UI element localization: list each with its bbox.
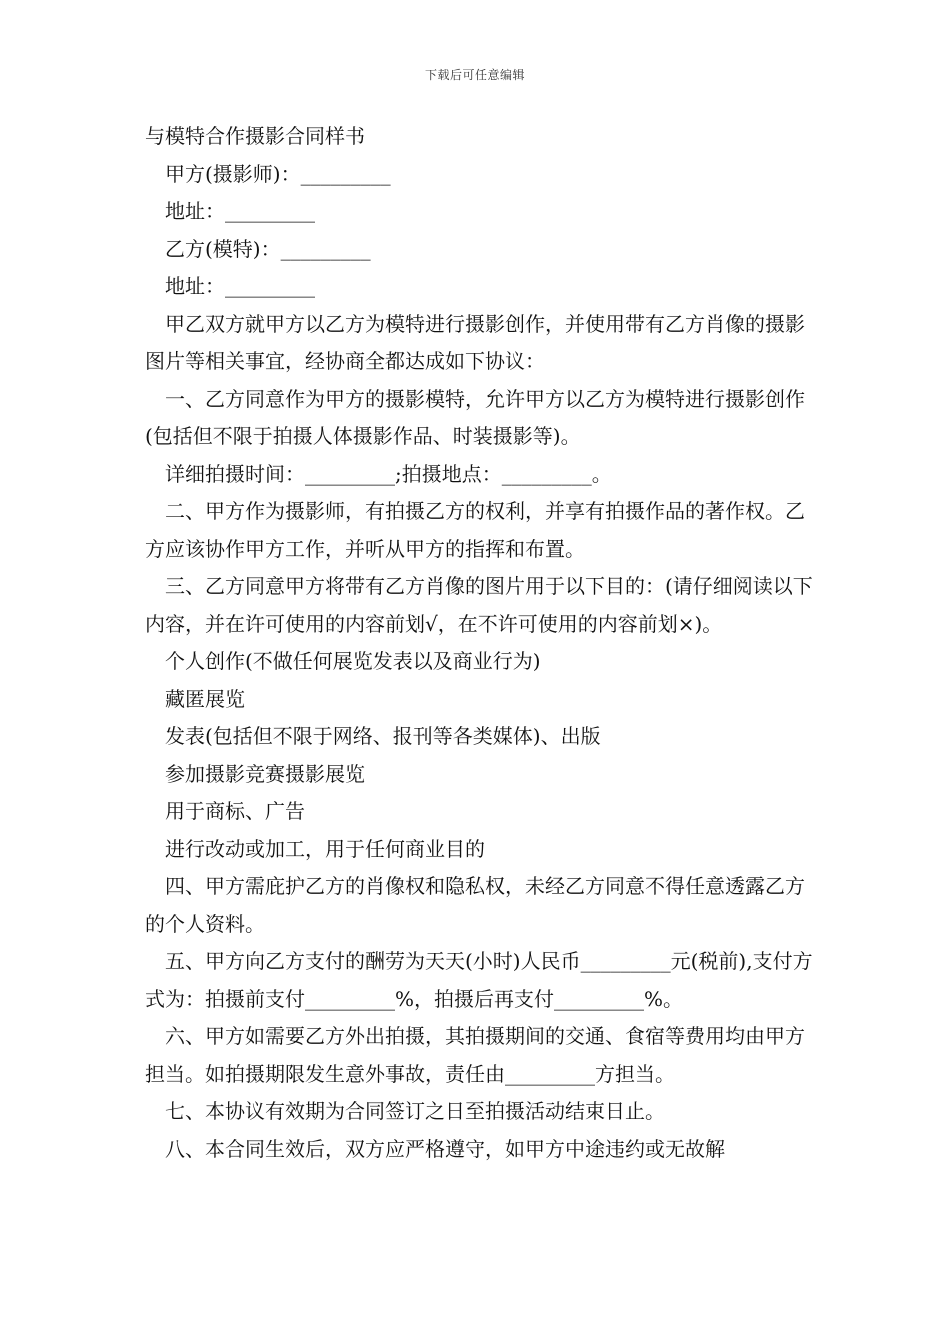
use-item: 进行改动或加工，用于任何商业目的: [165, 836, 485, 861]
document-body: [145, 118, 813, 1168]
use-item: 发表(包括但不限于网络、报刊等各类媒体)、出版: [165, 724, 601, 748]
clause-1-detail: 详细拍摄时间：_________;拍摄地点：_________。: [165, 461, 612, 486]
address-a-line: 地址：_________: [165, 199, 315, 223]
clause-3: 三、乙方同意甲方将带有乙方肖像的图片用于以下目的：(请仔细阅读以下内容，并在许可使用的内容前划√，在不许可使用的内容前划×)。: [145, 574, 813, 636]
use-item: 个人创作(不做任何展览发表以及商业行为): [165, 649, 541, 673]
use-item: 用于商标、广告: [165, 799, 305, 823]
clause-8: 八、本合同生效后，双方应严格遵守，如甲方中途违约或无故解: [165, 1136, 725, 1161]
address-b-line: 地址：_________: [165, 274, 315, 298]
page-header: 下载后可任意编辑: [424, 68, 525, 82]
clause-5: 五、甲方向乙方支付的酬劳为天天(小时)人民币_________元(税前),支付方式为：拍摄前支付_________%，拍摄后再支付_________%。: [145, 949, 813, 1011]
clause-6: 六、甲方如需要乙方外出拍摄，其拍摄期间的交通、食宿等费用均由甲方担当。如拍摄期限发生意外事故，责任由_________方担当。: [145, 1024, 805, 1086]
clause-7: 七、本协议有效期为合同签订之日至拍摄活动结束日止。: [165, 1099, 665, 1123]
party-a-line: 甲方(摄影师)：_________: [165, 161, 391, 186]
document-title: 与模特合作摄影合同样书: [145, 124, 365, 148]
clause-1: 一、乙方同意作为甲方的摄影模特，允许甲方以乙方为模特进行摄影创作(包括但不限于拍摄人体摄影作品、时装摄影等)。: [145, 386, 805, 448]
party-b-line: 乙方(模特)：_________: [165, 236, 371, 261]
clause-4: 四、甲方需庇护乙方的肖像权和隐私权，未经乙方同意不得任意透露乙方的个人资料。: [145, 874, 805, 936]
use-item: 藏匿展览: [165, 686, 245, 711]
use-item: 参加摄影竞赛摄影展览: [165, 761, 365, 786]
intro-paragraph: 甲乙双方就甲方以乙方为模特进行摄影创作，并使用带有乙方肖像的摄影图片等相关事宜，经协商全都达成如下协议：: [145, 311, 805, 373]
clause-2: 二、甲方作为摄影师，有拍摄乙方的权利，并享有拍摄作品的著作权。乙方应该协作甲方工作，并听从甲方的指挥和布置。: [145, 499, 805, 561]
